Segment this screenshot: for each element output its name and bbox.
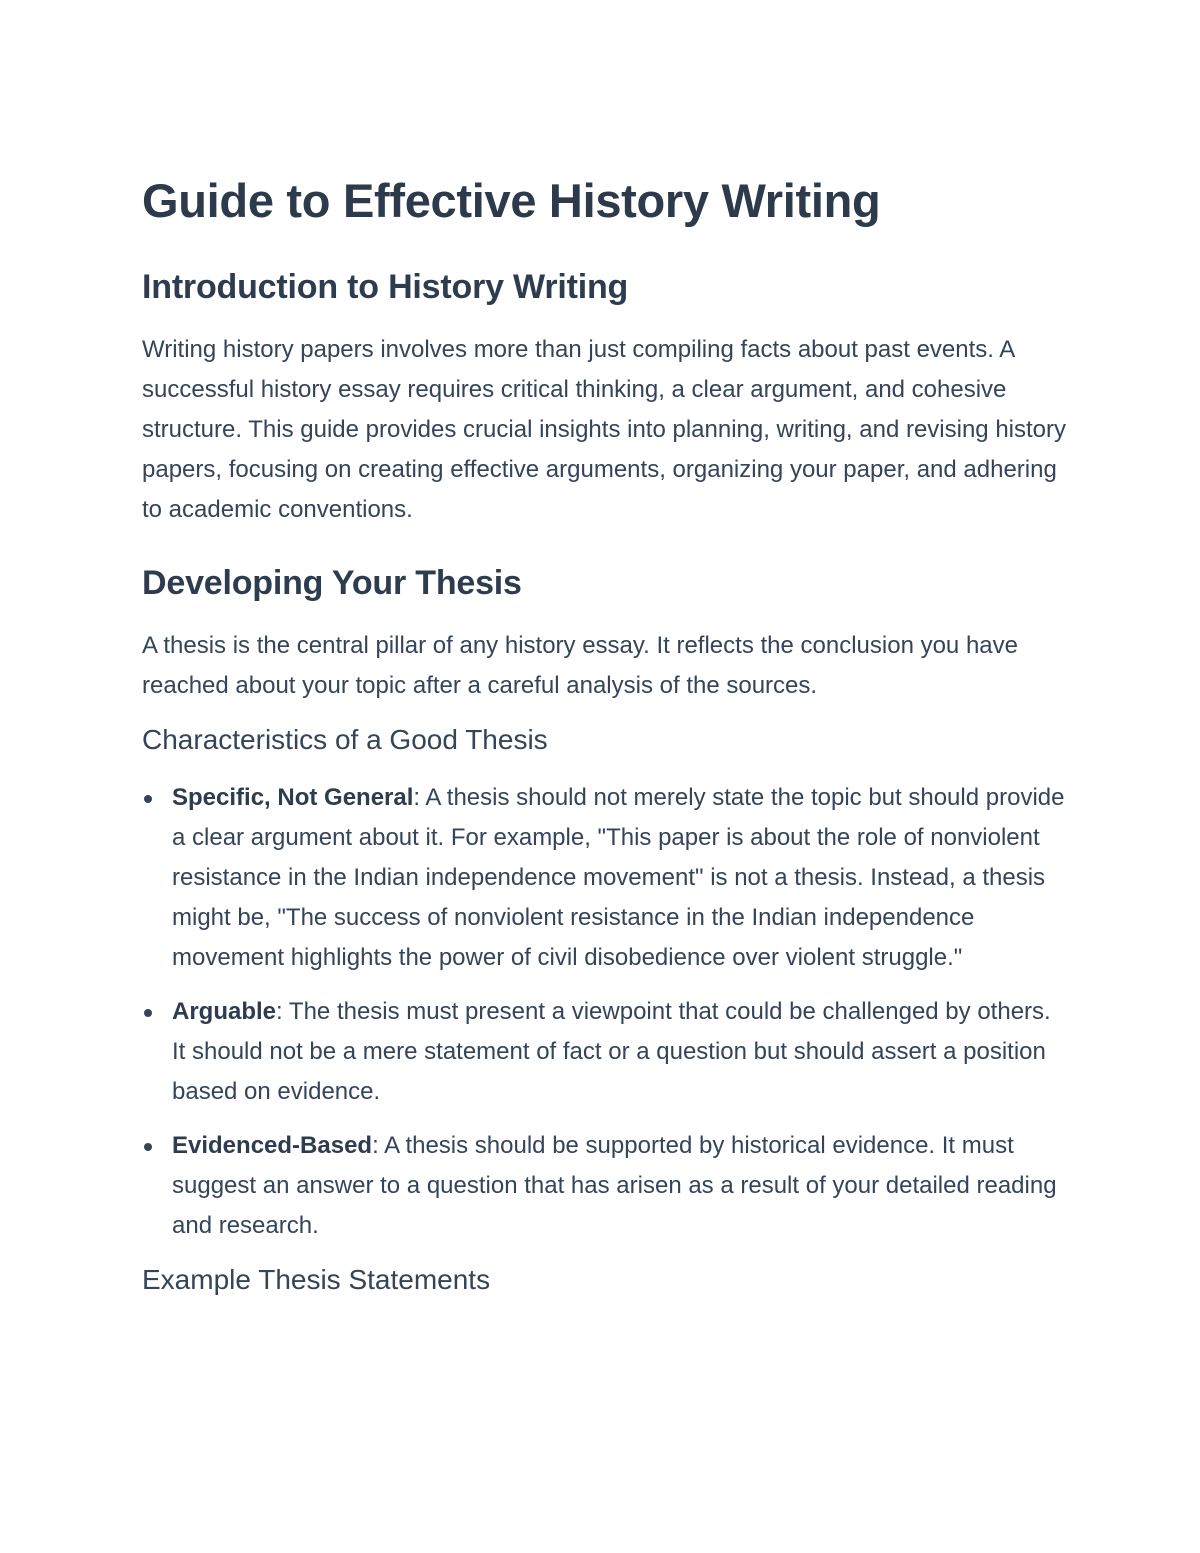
- list-item: [142, 778, 1067, 978]
- characteristics-list: [142, 778, 1067, 1246]
- example-thesis-heading: Example Thesis Statements: [142, 1264, 491, 1295]
- list-item-text: : A thesis should not merely state the topic but should provide a clear argument about it. For example, "This paper is about the role of nonviolent resistance in the Indian independence movement" is not a thesis. Instead, a thesis might be, "The success of nonviolent resistance in the Indian independence movement highlights the power of civil disobedience over violent struggle.": [172, 784, 1065, 971]
- list-item-term: Evidenced-Based: [172, 1132, 373, 1159]
- list-item: [142, 1126, 1067, 1246]
- introduction-heading: Introduction to History Writing: [142, 268, 629, 306]
- list-item-text: : A thesis should be supported by historical evidence. It must suggest an answer to a question that has arisen as a result of your detailed reading and research.: [172, 1132, 1057, 1239]
- characteristics-heading: Characteristics of a Good Thesis: [142, 724, 548, 755]
- introduction-paragraph: Writing history papers involves more than just compiling facts about past events. A successful history essay requires critical thinking, a clear argument, and cohesive structure. This guide provides crucial insights into planning, writing, and revising history papers, focusing on creating effective arguments, organizing your paper, and adhering to academic conventions.: [142, 336, 1067, 523]
- bullet-icon: [144, 1143, 152, 1151]
- thesis-heading: Developing Your Thesis: [142, 564, 522, 602]
- document-title: Guide to Effective History Writing: [142, 174, 881, 227]
- list-item: [142, 992, 1067, 1112]
- list-item-term: Specific, Not General: [172, 784, 414, 811]
- bullet-icon: [144, 1009, 152, 1017]
- document-page: [142, 158, 1067, 1300]
- thesis-paragraph: A thesis is the central pillar of any history essay. It reflects the conclusion you have reached about your topic after a careful analysis of the sources.: [142, 632, 1018, 699]
- bullet-icon: [144, 795, 152, 803]
- list-item-text: : The thesis must present a viewpoint that could be challenged by others. It should not be a mere statement of fact or a question but should assert a position based on evidence.: [172, 998, 1051, 1105]
- list-item-term: Arguable: [172, 998, 277, 1025]
